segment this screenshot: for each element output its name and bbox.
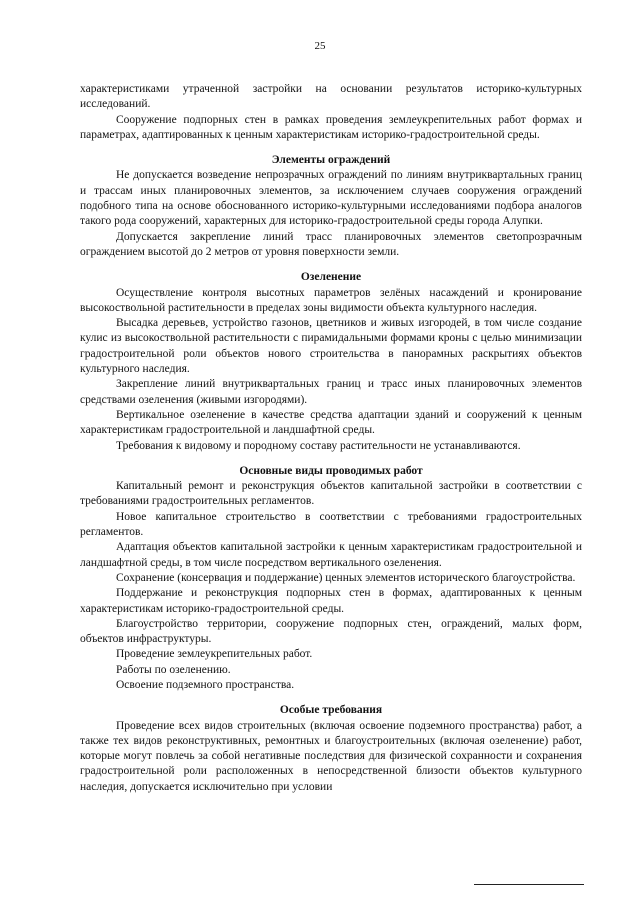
paragraph: Новое капитальное строительство в соответствии с требованиями градостроительных регламентов. xyxy=(80,510,582,539)
paragraph: Адаптация объектов капитальной застройки к ценным характеристикам градостроительной и ландшафтной среды, в том числе посредством вертикального озеленения. xyxy=(80,541,582,569)
paragraph: Вертикальное озеленение в качестве средства адаптации зданий и сооружений к ценным характеристикам градостроительной и ландшафтной среды. xyxy=(80,408,582,437)
paragraph: Сооружение подпорных стен в рамках проведения землеукрепительных работ формах и параметрах, адаптированных к ценным характеристикам историко-градостроительной среды. xyxy=(80,113,582,141)
paragraph: Требования к видовому и породному составу растительности не устанавливаются. xyxy=(116,439,521,452)
paragraph: Освоение подземного пространства. xyxy=(116,678,295,691)
paragraph: Работы по озеленению. xyxy=(116,663,231,676)
document-body xyxy=(80,82,582,795)
paragraph: Капитальный ремонт и реконструкция объектов капитальной застройки в соответствии с требованиями градостроительных регламентов. xyxy=(80,480,582,508)
section-heading-fences: Элементы ограждений xyxy=(271,154,391,167)
footnote-separator xyxy=(474,884,584,885)
paragraph: Не допускается возведение непрозрачных ограждений по линиям внутриквартальных границ и трассам иных планировочных элементов, за исключением случаев сооружения ограждений подобного типа на основе обоснованного историко-культурными исследованиями подбора аналогов такого рода сооружений, характерных для историко-градостроительной среды города Алупки. xyxy=(80,169,582,228)
paragraph: Поддержание и реконструкция подпорных стен в формах, адаптированных к ценным характеристикам историко-градостроительной среды. xyxy=(80,587,582,615)
paragraph: Благоустройство территории, сооружение подпорных стен, ограждений, малых форм, объектов инфраструктуры. xyxy=(80,617,582,646)
paragraph: Допускается закрепление линий трасс планировочных элементов светопрозрачным ограждением высотой до 2 метров от уровня поверхности земли. xyxy=(80,230,582,258)
paragraph: Проведение всех видов строительных (включая освоение подземного пространства) работ, а также тех видов реконструктивных, ремонтных и благоустроительных (включая озеленение) работ, которые могут повлечь за собой негативные последствия для физической сохранности и сохранения градостроительной роли расположенных в непосредственной близости объектов культурного наследия, допускается исключительно при условии xyxy=(80,719,582,793)
paragraph: Сохранение (консервация и поддержание) ценных элементов исторического благоустройства. xyxy=(116,571,576,584)
section-heading-special-requirements: Особые требования xyxy=(279,704,383,717)
paragraph: Высадка деревьев, устройство газонов, цветников и живых изгородей, в том числе создание кулис из высокоствольной растительности с пирамидальными формами кроны с целью минимизации градостроительной роли объектов нового строительства в панорамных раскрытиях объектов культурного наследия. xyxy=(80,317,582,376)
page-number: 25 xyxy=(314,40,326,52)
paragraph: характеристиками утраченной застройки на основании результатов историко-культурных исследований. xyxy=(80,83,582,111)
section-heading-greening: Озеленение xyxy=(300,271,362,284)
paragraph: Осуществление контроля высотных параметров зелёных насаждений и кронирование высокоствольной растительности в пределах зоны видимости объекта культурного наследия. xyxy=(80,286,582,314)
paragraph: Проведение землеукрепительных работ. xyxy=(116,648,313,661)
paragraph: Закрепление линий внутриквартальных границ и трасс иных планировочных элементов средствами озеленения (живыми изгородями). xyxy=(80,378,582,406)
section-heading-works: Основные виды проводимых работ xyxy=(239,464,423,477)
